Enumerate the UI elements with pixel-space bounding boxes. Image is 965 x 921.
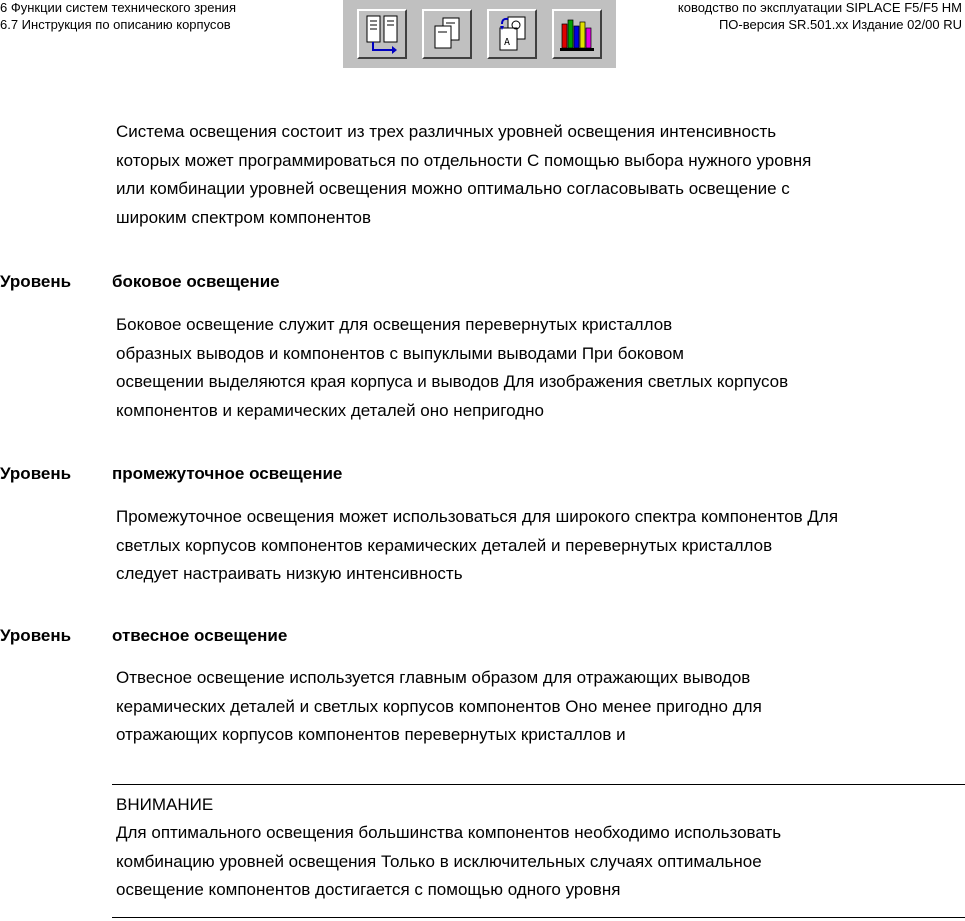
text-line: Отвесное освещение используется главным образом для отражающих выводов bbox=[116, 668, 751, 687]
navigation-toolbar bbox=[343, 0, 616, 68]
search-index-button[interactable] bbox=[487, 9, 537, 59]
pages-button[interactable] bbox=[422, 9, 472, 59]
level-label: Уровень bbox=[0, 464, 72, 483]
level-title: отвесное освещение bbox=[112, 626, 288, 645]
search-index-icon bbox=[494, 14, 530, 54]
text-line: комбинацию уровней освещения Только в исключительных случаях оптимальное bbox=[116, 851, 762, 871]
text-line: образных выводов и компонентов с выпуклыми выводами При боковом bbox=[116, 343, 684, 363]
level-label: Уровень bbox=[0, 626, 72, 645]
section-heading-side-light bbox=[0, 272, 280, 292]
text-line: широким спектром компонентов bbox=[116, 207, 372, 227]
text-line: компонентов и керамических деталей оно непригодно bbox=[116, 400, 544, 420]
attention-paragraph bbox=[116, 819, 965, 905]
attention-top-divider bbox=[112, 784, 965, 785]
library-button[interactable] bbox=[552, 9, 602, 59]
text-line: или комбинации уровней освещения можно оптимально согласовывать освещение с bbox=[116, 179, 790, 198]
version-edition: ПО-версия SR.501.xx Издание 02/00 RU bbox=[718, 17, 962, 32]
section-heading-intermediate-light bbox=[0, 464, 342, 484]
text-line: отражающих корпусов компонентов перевернутых кристаллов и bbox=[116, 725, 626, 744]
side-light-paragraph bbox=[116, 311, 965, 425]
intermediate-light-paragraph bbox=[116, 503, 965, 589]
contents-icon bbox=[364, 14, 400, 54]
text-line: Промежуточное освещения может использоваться для широкого спектра компонентов Для bbox=[116, 507, 839, 526]
text-line: Боковое освещение служит для освещения перевернутых кристаллов bbox=[116, 315, 673, 334]
text-line: светлых корпусов компонентов керамических деталей и перевернутых кристаллов bbox=[116, 535, 773, 555]
text-line: освещение компонентов достигается с помощью одного уровня bbox=[116, 880, 621, 899]
text-line: следует настраивать низкую интенсивность bbox=[116, 564, 463, 583]
text-line: освещении выделяются края корпуса и выводов Для изображения светлых корпусов bbox=[116, 372, 789, 391]
vertical-light-paragraph bbox=[116, 664, 965, 750]
section-heading-vertical-light bbox=[0, 626, 287, 646]
level-title: боковое освещение bbox=[112, 272, 280, 291]
level-title: промежуточное освещение bbox=[112, 464, 343, 483]
attention-title: ВНИМАНИЕ bbox=[116, 795, 214, 814]
chapter-title: 6 Функции систем технического зрения bbox=[0, 0, 236, 15]
pages-icon bbox=[429, 14, 465, 54]
text-line: керамических деталей и светлых корпусов компонентов Оно менее пригодно для bbox=[116, 696, 762, 716]
manual-title: ководство по эксплуатации SIPLACE F5/F5 HM bbox=[677, 0, 962, 15]
contents-button[interactable] bbox=[357, 9, 407, 59]
text-line: Для оптимального освещения большинства компонентов необходимо использовать bbox=[116, 823, 782, 842]
section-title: 6.7 Инструкция по описанию корпусов bbox=[0, 17, 231, 32]
svg-text:A: A bbox=[504, 37, 511, 48]
level-label: Уровень bbox=[0, 272, 72, 291]
attention-bottom-divider bbox=[112, 917, 965, 918]
library-books-icon bbox=[558, 14, 596, 54]
text-line: которых может программироваться по отдельности С помощью выбора нужного уровня bbox=[116, 150, 812, 170]
text-line: Система освещения состоит из трех различных уровней освещения интенсивность bbox=[116, 122, 777, 141]
intro-paragraph bbox=[116, 118, 965, 232]
